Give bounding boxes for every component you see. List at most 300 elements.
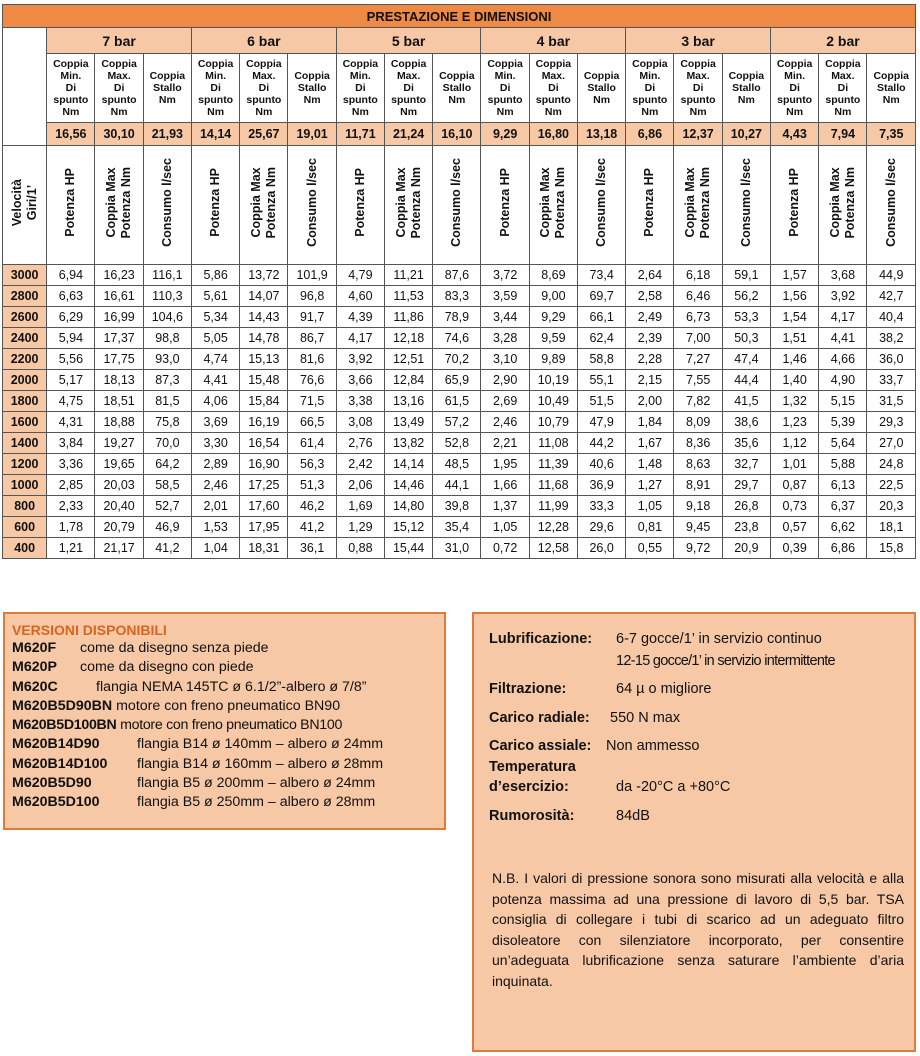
- data-cell: 22,5: [867, 475, 916, 496]
- torque-spec-value: 16,10: [433, 123, 481, 146]
- versions-panel: [3, 612, 446, 830]
- table-row: [3, 328, 916, 349]
- data-cell: 1,12: [770, 433, 818, 454]
- speed-cell: 2400: [3, 328, 47, 349]
- data-cell: 0,81: [626, 517, 674, 538]
- torque-subheader: [770, 54, 818, 123]
- header-text-line: Coppia: [583, 70, 620, 82]
- table-row: [3, 349, 916, 370]
- data-cell: 4,17: [336, 328, 384, 349]
- filtration-value: 64 µ o migliore: [616, 681, 712, 697]
- header-text-line: spunto: [487, 94, 523, 106]
- column-header: [722, 146, 770, 265]
- data-cell: 38,2: [867, 328, 916, 349]
- data-cell: 27,0: [867, 433, 916, 454]
- torque-spec-value: 14,14: [191, 123, 239, 146]
- header-text-line: Consumo l/sec: [449, 158, 464, 247]
- data-cell: 12,84: [384, 370, 432, 391]
- column-header: [819, 146, 867, 265]
- header-text-line: Potenza Nm: [553, 166, 568, 239]
- data-cell: 74,6: [433, 328, 481, 349]
- column-header: [384, 146, 432, 265]
- speed-cell: 1400: [3, 433, 47, 454]
- header-text-line: Consumo l/sec: [594, 158, 609, 247]
- data-cell: 47,9: [577, 412, 625, 433]
- data-cell: 17,37: [95, 328, 143, 349]
- data-cell: 6,94: [47, 265, 95, 286]
- table-row: [3, 433, 916, 454]
- data-cell: 8,36: [674, 433, 722, 454]
- data-cell: 73,4: [577, 265, 625, 286]
- data-cell: 6,18: [674, 265, 722, 286]
- header-text-line: Di: [355, 82, 366, 94]
- torque-subheader: [481, 54, 529, 123]
- data-cell: 0,72: [481, 538, 529, 559]
- torque-subheader: [529, 54, 577, 123]
- data-cell: 42,7: [867, 286, 916, 307]
- header-text-line: Di: [644, 82, 656, 94]
- data-cell: 2,00: [626, 391, 674, 412]
- header-text-line: Di: [403, 82, 414, 94]
- column-header: [770, 146, 818, 265]
- data-cell: 41,2: [288, 517, 336, 538]
- data-cell: 13,82: [384, 433, 432, 454]
- torque-subheader: [626, 54, 674, 123]
- table-row: [3, 307, 916, 328]
- header-text-line: spunto: [535, 94, 571, 106]
- data-cell: 4,74: [191, 349, 239, 370]
- version-description: flangia B5 ø 200mm – albero ø 24mm: [137, 775, 376, 792]
- torque-subheader: [336, 54, 384, 123]
- data-cell: 16,23: [95, 265, 143, 286]
- torque-spec-value: 9,29: [481, 123, 529, 146]
- speed-cell: 2800: [3, 286, 47, 307]
- data-cell: 7,55: [674, 370, 722, 391]
- data-cell: 2,06: [336, 475, 384, 496]
- temperature-label-line1: Temperatura: [489, 759, 576, 775]
- header-text-line: Stallo: [297, 82, 327, 94]
- version-description: flangia B5 ø 250mm – albero ø 28mm: [137, 794, 376, 811]
- header-text-line: Velocità: [9, 178, 24, 227]
- data-cell: 4,41: [191, 370, 239, 391]
- data-cell: 16,19: [240, 412, 288, 433]
- data-cell: 2,21: [481, 433, 529, 454]
- header-text-line: Nm: [786, 106, 804, 118]
- speed-cell: 1800: [3, 391, 47, 412]
- data-cell: 51,3: [288, 475, 336, 496]
- data-cell: 71,5: [288, 391, 336, 412]
- data-cell: 44,2: [577, 433, 625, 454]
- data-cell: 15,12: [384, 517, 432, 538]
- header-text-line: Nm: [207, 106, 225, 118]
- data-cell: 98,8: [143, 328, 191, 349]
- torque-spec-value: 16,80: [529, 123, 577, 146]
- version-item: [12, 716, 444, 735]
- version-description: flangia B14 ø 140mm – albero ø 24mm: [137, 736, 384, 753]
- header-text-line: spunto: [246, 94, 282, 106]
- data-cell: 13,72: [240, 265, 288, 286]
- header-text-line: spunto: [198, 94, 234, 106]
- torque-spec-value: 13,18: [577, 123, 625, 146]
- torque-subheader: [95, 54, 143, 123]
- header-text-line: Potenza HP: [497, 168, 512, 237]
- data-cell: 4,79: [336, 265, 384, 286]
- data-cell: 3,36: [47, 454, 95, 475]
- data-cell: 3,08: [336, 412, 384, 433]
- data-cell: 16,54: [240, 433, 288, 454]
- data-cell: 8,69: [529, 265, 577, 286]
- table-row: [3, 517, 916, 538]
- data-cell: 6,13: [819, 475, 867, 496]
- version-item: [12, 793, 444, 812]
- note-text: N.B. I valori di pressione sonora sono misurati alla velocità e alla potenza massima ad una pressione di lavoro di 5,5 bar. TSA consiglia di collegare i tubi di scarico ad un adeguato filtro disoleatore con silenziatore incorporato, per consentire un’adeguata lubrificazione senza saturare l’ambiente d’aria inquinata.: [492, 870, 904, 989]
- header-text-line: Consumo l/sec: [738, 158, 753, 247]
- version-description: motore con freno pneumatico BN90: [116, 697, 341, 714]
- table-row: [3, 286, 916, 307]
- header-text-line: Coppia: [825, 58, 861, 70]
- data-cell: 50,3: [722, 328, 770, 349]
- version-code: M620P: [12, 659, 57, 676]
- pressure-header: 7 bar: [47, 28, 192, 54]
- header-text-line: Coppia Max: [683, 167, 698, 238]
- data-cell: 3,30: [191, 433, 239, 454]
- data-cell: 7,82: [674, 391, 722, 412]
- data-cell: 20,9: [722, 538, 770, 559]
- data-cell: 3,66: [336, 370, 384, 391]
- data-cell: 44,9: [867, 265, 916, 286]
- data-cell: 70,0: [143, 433, 191, 454]
- data-cell: 58,5: [143, 475, 191, 496]
- torque-spec-value: 12,37: [674, 123, 722, 146]
- data-cell: 39,8: [433, 496, 481, 517]
- data-cell: 2,39: [626, 328, 674, 349]
- data-cell: 13,49: [384, 412, 432, 433]
- data-cell: 1,32: [770, 391, 818, 412]
- data-cell: 2,15: [626, 370, 674, 391]
- speed-cell: 3000: [3, 265, 47, 286]
- header-text-line: Potenza HP: [787, 168, 802, 237]
- torque-subheader: [288, 54, 336, 123]
- header-text-line: Nm: [737, 94, 755, 106]
- data-cell: 1,46: [770, 349, 818, 370]
- data-cell: 36,0: [867, 349, 916, 370]
- header-text-line: Max.: [396, 70, 421, 82]
- data-cell: 9,45: [674, 517, 722, 538]
- data-cell: 1,04: [191, 538, 239, 559]
- data-cell: 0,87: [770, 475, 818, 496]
- data-cell: 15,13: [240, 349, 288, 370]
- data-cell: 3,84: [47, 433, 95, 454]
- torque-spec-value: 19,01: [288, 123, 336, 146]
- data-cell: 0,55: [626, 538, 674, 559]
- data-cell: 3,68: [819, 265, 867, 286]
- data-cell: 2,64: [626, 265, 674, 286]
- data-cell: 26,0: [577, 538, 625, 559]
- data-cell: 10,19: [529, 370, 577, 391]
- data-cell: 51,5: [577, 391, 625, 412]
- header-text-line: Max.: [107, 70, 131, 82]
- header-text-line: Coppia: [101, 58, 137, 70]
- data-cell: 11,21: [384, 265, 432, 286]
- data-cell: 7,27: [674, 349, 722, 370]
- data-cell: 14,46: [384, 475, 432, 496]
- torque-subheader: [819, 54, 867, 123]
- versions-list: [12, 639, 444, 813]
- data-cell: 3,38: [336, 391, 384, 412]
- column-header: [336, 146, 384, 265]
- data-cell: 1,23: [770, 412, 818, 433]
- data-cell: 24,8: [867, 454, 916, 475]
- data-cell: 11,39: [529, 454, 577, 475]
- data-cell: 2,49: [626, 307, 674, 328]
- speed-cell: 2000: [3, 370, 47, 391]
- header-text-line: Potenza Nm: [408, 166, 423, 239]
- data-cell: 87,3: [143, 370, 191, 391]
- data-cell: 8,91: [674, 475, 722, 496]
- performance-table: [2, 4, 916, 559]
- header-text-line: Nm: [689, 106, 707, 118]
- data-cell: 91,7: [288, 307, 336, 328]
- data-cell: 58,8: [577, 349, 625, 370]
- data-cell: 20,79: [95, 517, 143, 538]
- column-header: [626, 146, 674, 265]
- data-cell: 35,6: [722, 433, 770, 454]
- header-text-line: Max.: [686, 70, 710, 82]
- data-cell: 20,03: [95, 475, 143, 496]
- data-cell: 1,27: [626, 475, 674, 496]
- data-cell: 83,3: [433, 286, 481, 307]
- version-item: [12, 735, 444, 754]
- header-text-line: Di: [65, 82, 77, 94]
- header-text-line: Coppia: [535, 58, 572, 70]
- velocity-header: [3, 146, 47, 265]
- pressure-header: 6 bar: [191, 28, 336, 54]
- data-cell: 23,8: [722, 517, 770, 538]
- version-description: flangia B14 ø 160mm – albero ø 28mm: [137, 755, 384, 772]
- data-cell: 3,69: [191, 412, 239, 433]
- data-cell: 59,1: [722, 265, 770, 286]
- version-code: M620F: [12, 640, 57, 656]
- data-cell: 1,84: [626, 412, 674, 433]
- table-title: PRESTAZIONE E DIMENSIONI: [3, 5, 916, 28]
- data-cell: 29,6: [577, 517, 625, 538]
- speed-cell: 1600: [3, 412, 47, 433]
- header-text-line: Coppia Max: [538, 167, 553, 238]
- data-cell: 2,90: [481, 370, 529, 391]
- data-cell: 5,86: [191, 265, 239, 286]
- header-text-line: Potenza HP: [63, 168, 78, 237]
- data-cell: 56,3: [288, 454, 336, 475]
- data-cell: 6,62: [819, 517, 867, 538]
- table-row: [3, 265, 916, 286]
- torque-spec-value: 30,10: [95, 123, 143, 146]
- column-header: [95, 146, 143, 265]
- data-cell: 31,5: [867, 391, 916, 412]
- data-cell: 1,66: [481, 475, 529, 496]
- data-cell: 110,3: [143, 286, 191, 307]
- lubrication-label: Lubrificazione:: [489, 631, 593, 647]
- data-cell: 12,18: [384, 328, 432, 349]
- noise-label: Rumorosità:: [489, 808, 575, 824]
- header-text-line: Consumo l/sec: [883, 158, 898, 247]
- data-cell: 1,67: [626, 433, 674, 454]
- data-cell: 12,28: [529, 517, 577, 538]
- header-text-line: Stallo: [587, 82, 616, 94]
- torque-spec-value: 16,56: [47, 123, 95, 146]
- data-cell: 3,92: [819, 286, 867, 307]
- header-text-line: Coppia: [390, 58, 427, 70]
- header-text-line: spunto: [777, 94, 813, 106]
- data-cell: 18,88: [95, 412, 143, 433]
- data-cell: 9,29: [529, 307, 577, 328]
- version-code: M620B5D100: [12, 794, 100, 811]
- header-text-line: spunto: [342, 94, 378, 106]
- header-text-line: Coppia Max: [393, 167, 408, 238]
- torque-spec-value: 6,86: [626, 123, 674, 146]
- data-cell: 53,3: [722, 307, 770, 328]
- header-text-line: Coppia: [487, 58, 523, 70]
- header-text-line: Coppia: [342, 58, 379, 70]
- data-cell: 19,27: [95, 433, 143, 454]
- header-text-line: Di: [113, 82, 125, 94]
- header-text-line: Potenza Nm: [119, 166, 134, 239]
- data-cell: 5,64: [819, 433, 867, 454]
- header-text-line: Nm: [448, 94, 466, 106]
- torque-subheader: [867, 54, 916, 123]
- data-cell: 1,53: [191, 517, 239, 538]
- data-cell: 46,9: [143, 517, 191, 538]
- version-item: [12, 639, 444, 658]
- data-cell: 33,7: [867, 370, 916, 391]
- axial-load-value: Non ammesso: [606, 738, 700, 754]
- data-cell: 4,17: [819, 307, 867, 328]
- data-cell: 5,94: [47, 328, 95, 349]
- header-text-line: Coppia: [632, 58, 668, 70]
- versions-title: VERSIONI DISPONIBILI: [12, 622, 167, 638]
- header-text-line: Min.: [494, 70, 516, 82]
- header-text-line: spunto: [632, 94, 668, 106]
- header-text-line: Di: [258, 82, 270, 94]
- data-cell: 62,4: [577, 328, 625, 349]
- version-item: [12, 697, 444, 716]
- data-cell: 2,89: [191, 454, 239, 475]
- data-cell: 1,57: [770, 265, 818, 286]
- data-cell: 26,8: [722, 496, 770, 517]
- data-cell: 101,9: [288, 265, 336, 286]
- data-cell: 38,6: [722, 412, 770, 433]
- data-cell: 40,6: [577, 454, 625, 475]
- header-text-line: Potenza Nm: [263, 166, 278, 239]
- data-cell: 15,48: [240, 370, 288, 391]
- header-text-line: spunto: [391, 94, 427, 106]
- header-text-line: Max.: [541, 70, 566, 82]
- filtration-label: Filtrazione:: [489, 681, 567, 697]
- pressure-header: 4 bar: [481, 28, 626, 54]
- header-text-line: Stallo: [442, 82, 472, 94]
- data-cell: 64,2: [143, 454, 191, 475]
- torque-spec-value: 25,67: [240, 123, 288, 146]
- data-cell: 16,61: [95, 286, 143, 307]
- torque-subheader: [674, 54, 722, 123]
- pressure-header: 3 bar: [626, 28, 771, 54]
- pressure-header: 2 bar: [770, 28, 915, 54]
- column-header: [240, 146, 288, 265]
- data-cell: 41,5: [722, 391, 770, 412]
- data-cell: 11,99: [529, 496, 577, 517]
- torque-spec-value: 7,35: [867, 123, 916, 146]
- data-cell: 4,90: [819, 370, 867, 391]
- torque-spec-value: 7,94: [819, 123, 867, 146]
- data-cell: 12,51: [384, 349, 432, 370]
- header-text-line: Coppia Max: [827, 167, 842, 238]
- data-cell: 4,66: [819, 349, 867, 370]
- data-cell: 76,6: [288, 370, 336, 391]
- data-cell: 14,78: [240, 328, 288, 349]
- data-cell: 11,86: [384, 307, 432, 328]
- data-cell: 104,6: [143, 307, 191, 328]
- data-cell: 1,51: [770, 328, 818, 349]
- lubrication-value-intermittent: 12-15 gocce/1’ in servizio intermittente: [616, 653, 835, 669]
- data-cell: 44,4: [722, 370, 770, 391]
- column-header: [433, 146, 481, 265]
- data-cell: 9,18: [674, 496, 722, 517]
- data-cell: 4,75: [47, 391, 95, 412]
- torque-spec-value: 21,24: [384, 123, 432, 146]
- data-cell: 1,40: [770, 370, 818, 391]
- data-cell: 36,1: [288, 538, 336, 559]
- data-cell: 5,39: [819, 412, 867, 433]
- data-cell: 12,58: [529, 538, 577, 559]
- data-cell: 66,5: [288, 412, 336, 433]
- data-cell: 3,10: [481, 349, 529, 370]
- header-text-line: Nm: [641, 106, 659, 118]
- data-cell: 11,68: [529, 475, 577, 496]
- header-text-line: spunto: [101, 94, 137, 106]
- header-text-line: Nm: [110, 106, 128, 118]
- corner-cell: [3, 28, 47, 146]
- data-cell: 3,44: [481, 307, 529, 328]
- header-text-line: spunto: [680, 94, 716, 106]
- header-text-line: Nm: [158, 94, 176, 106]
- header-text-line: Min.: [205, 70, 227, 82]
- column-header: [867, 146, 916, 265]
- data-cell: 1,05: [481, 517, 529, 538]
- torque-spec-value: 10,27: [722, 123, 770, 146]
- data-cell: 17,60: [240, 496, 288, 517]
- data-cell: 20,40: [95, 496, 143, 517]
- data-cell: 2,46: [481, 412, 529, 433]
- header-text-line: Stallo: [876, 82, 906, 94]
- column-header: [674, 146, 722, 265]
- version-description: motore con freno pneumatico BN100: [120, 717, 343, 734]
- data-cell: 66,1: [577, 307, 625, 328]
- data-cell: 9,59: [529, 328, 577, 349]
- data-cell: 11,08: [529, 433, 577, 454]
- data-cell: 21,17: [95, 538, 143, 559]
- header-text-line: Coppia: [246, 58, 282, 70]
- data-cell: 6,46: [674, 286, 722, 307]
- header-text-line: spunto: [53, 94, 89, 106]
- data-cell: 15,44: [384, 538, 432, 559]
- data-cell: 44,1: [433, 475, 481, 496]
- data-cell: 16,90: [240, 454, 288, 475]
- temperature-label-line2: d’esercizio:: [489, 779, 569, 795]
- table-row: [3, 391, 916, 412]
- table-row: [3, 454, 916, 475]
- data-cell: 87,6: [433, 265, 481, 286]
- data-cell: 14,14: [384, 454, 432, 475]
- data-cell: 4,06: [191, 391, 239, 412]
